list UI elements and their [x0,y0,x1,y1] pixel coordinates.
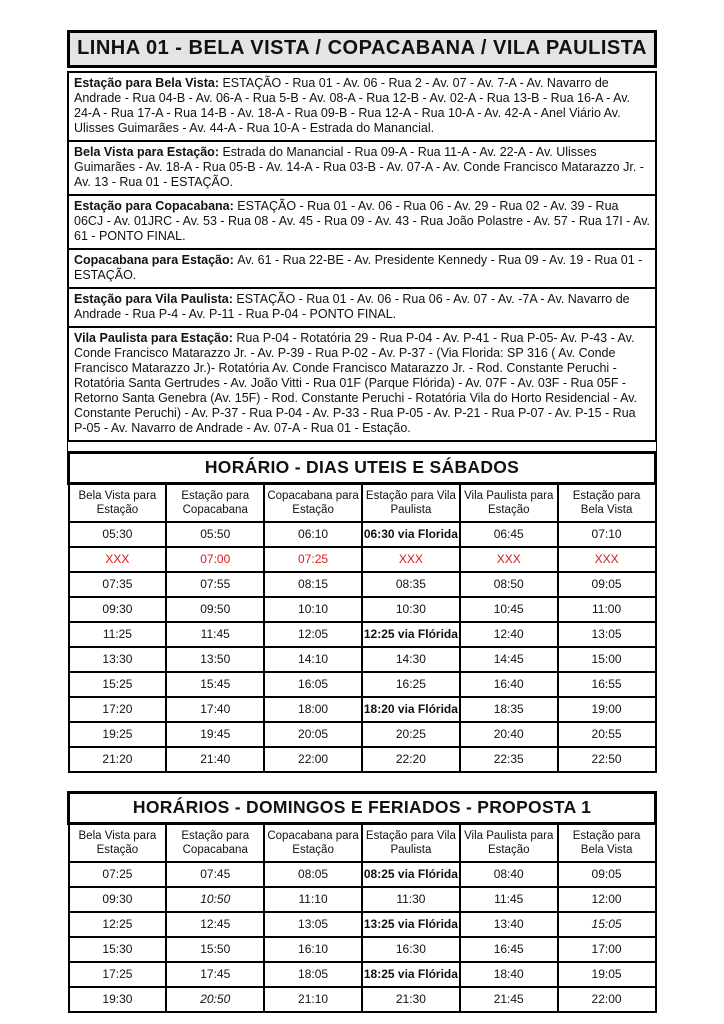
spacer-row [67,442,657,451]
timetable-row [69,572,656,597]
time-cell: 22:35 [460,747,558,772]
time-cell: 13:25 via Flórida [362,912,460,937]
timetable-weekdays-saturdays [67,451,657,773]
timetable-row [69,597,656,622]
time-cell: 07:25 [69,862,167,887]
time-cell: 11:00 [558,597,656,622]
time-cell: 17:25 [69,962,167,987]
time-cell: 08:25 via Flórida [362,862,460,887]
time-cell: 14:10 [264,647,362,672]
time-cell: 12:25 [69,912,167,937]
time-cell: 21:40 [166,747,264,772]
route-description-row [69,142,655,196]
time-cell: 13:05 [264,912,362,937]
time-cell: 13:05 [558,622,656,647]
column-header: Copacabana para Estação [264,824,362,863]
timetable-row [69,522,656,547]
timetable-row [69,697,656,722]
timetable-title: HORÁRIO - DIAS UTEIS E SÁBADOS [69,453,656,484]
time-cell: 20:50 [166,987,264,1012]
column-header: Bela Vista para Estação [69,484,167,523]
time-cell: 22:20 [362,747,460,772]
time-cell: 06:30 via Florida [362,522,460,547]
time-cell: 08:15 [264,572,362,597]
time-cell: 10:45 [460,597,558,622]
time-cell: 12:40 [460,622,558,647]
time-cell: 13:30 [69,647,167,672]
column-header: Bela Vista para Estação [69,824,167,863]
timetable-row [69,747,656,772]
time-cell: 15:45 [166,672,264,697]
time-cell: 15:00 [558,647,656,672]
time-cell: 19:30 [69,987,167,1012]
time-cell: 08:40 [460,862,558,887]
time-cell: 05:50 [166,522,264,547]
timetable-row [69,987,656,1012]
time-cell: 06:10 [264,522,362,547]
route-direction-label: Estação para Bela Vista: [74,76,223,90]
time-cell: 09:05 [558,572,656,597]
time-cell: 13:40 [460,912,558,937]
schedule-page [67,30,657,1013]
time-cell: 19:05 [558,962,656,987]
route-direction-label: Bela Vista para Estação: [74,145,223,159]
route-description-row [69,289,655,328]
time-cell: 18:20 via Flórida [362,697,460,722]
timetable-grid [67,451,657,773]
time-cell: 18:05 [264,962,362,987]
time-cell: XXX [69,547,167,572]
route-description-row [69,73,655,142]
time-cell: 09:30 [69,597,167,622]
time-cell: 09:50 [166,597,264,622]
route-description-row [69,328,655,440]
time-cell: 13:50 [166,647,264,672]
time-cell: 22:00 [264,747,362,772]
time-cell: 16:25 [362,672,460,697]
timetable-row [69,547,656,572]
route-stops-text: Rua P-04 - Rotatória 29 - Rua P-04 - Av. P-41 - Rua P-05- Av. P-43 - Av. Conde Francisco Matarazzo Jr. - Av. P-39 - Rua P-02 - Av. P-37 - (Via Florida: SP 316 ( Av. Conde Francisco Matarazzo Jr.)- Rotatória Av. Conde Francisco Matarazzo Jr. - Rod. Constante Peruchi - Rotatória Santa Gertrudes - Av. João Vitti - Rua 01F (Parque Flórida) - Av. 07F - Av. 03F - Rua 05F - Retorno Santa Genebra (Av. 15F) - Rod. Constante Peruchi - Rotatória Vila do Horto Residencial - Av. Constante Peruchi) - Av. P-37 - Rua P-04 - Av. P-33 - Rua P-05 - Av. P-21 - Rua P-07 - Av. P-15 - Rua P-05 - Av. Navarro de Andrade - Av. 07-A - Rua 01 - Estação. [74,331,638,435]
time-cell: 12:05 [264,622,362,647]
time-cell: 14:45 [460,647,558,672]
time-cell: 16:40 [460,672,558,697]
time-cell: 19:00 [558,697,656,722]
time-cell: 16:05 [264,672,362,697]
time-cell: 09:30 [69,887,167,912]
timetable-sundays-holidays [67,791,657,1013]
route-list [67,71,657,442]
time-cell: XXX [558,547,656,572]
route-direction-label: Copacabana para Estação: [74,253,238,267]
time-cell: 06:45 [460,522,558,547]
time-cell: 11:45 [166,622,264,647]
column-header: Estação para Copacabana [166,824,264,863]
time-cell: 20:05 [264,722,362,747]
time-cell: 17:00 [558,937,656,962]
column-header: Estação para Vila Paulista [362,824,460,863]
route-description-row [69,250,655,289]
time-cell: 17:45 [166,962,264,987]
time-cell: 21:30 [362,987,460,1012]
column-header: Copacabana para Estação [264,484,362,523]
time-cell: 09:05 [558,862,656,887]
time-cell: 16:45 [460,937,558,962]
timetable-grid [67,791,657,1013]
time-cell: 07:25 [264,547,362,572]
column-header: Estação para Copacabana [166,484,264,523]
timetable-row [69,722,656,747]
time-cell: 11:25 [69,622,167,647]
timetable-row [69,962,656,987]
route-stops-text: Estrada do Manancial - Rua 09-A - Rua 11-A - Av. 22-A - Av. Ulisses Guimarães - Av. 18-A - Rua 05-B - Av. 14-A - Rua 03-B - Av. 07-A - Av. Conde Francisco Matarazzo Jr. - Av. 13 - Rua 01 - ESTAÇÃO. [74,145,644,189]
time-cell: 22:50 [558,747,656,772]
time-cell: 15:30 [69,937,167,962]
time-cell: 08:50 [460,572,558,597]
time-cell: 07:55 [166,572,264,597]
time-cell: 18:00 [264,697,362,722]
time-cell: 20:55 [558,722,656,747]
timetable-title: HORÁRIOS - DOMINGOS E FERIADOS - PROPOSTA 1 [69,793,656,824]
timetable-row [69,887,656,912]
time-cell: 16:10 [264,937,362,962]
column-header: Vila Paulista para Estação [460,824,558,863]
time-cell: 18:35 [460,697,558,722]
time-cell: XXX [460,547,558,572]
time-cell: 12:25 via Flórida [362,622,460,647]
column-header: Vila Paulista para Estação [460,484,558,523]
time-cell: 08:35 [362,572,460,597]
timetable-row [69,622,656,647]
time-cell: 12:00 [558,887,656,912]
timetable-row [69,862,656,887]
route-direction-label: Estação para Copacabana: [74,199,238,213]
time-cell: 22:00 [558,987,656,1012]
time-cell: 07:10 [558,522,656,547]
route-stops-text: Av. 61 - Rua 22-BE - Av. Presidente Kennedy - Rua 09 - Av. 19 - Rua 01 - ESTAÇÃO. [74,253,643,282]
timetable-row [69,647,656,672]
time-cell: 17:40 [166,697,264,722]
time-cell: 18:40 [460,962,558,987]
time-cell: 20:40 [460,722,558,747]
time-cell: 11:45 [460,887,558,912]
column-header: Estação para Vila Paulista [362,484,460,523]
time-cell: 11:30 [362,887,460,912]
timetable-row [69,937,656,962]
time-cell: 07:35 [69,572,167,597]
time-cell: 21:10 [264,987,362,1012]
time-cell: 10:50 [166,887,264,912]
time-cell: 08:05 [264,862,362,887]
column-header: Estação para Bela Vista [558,824,656,863]
route-stops-text: ESTAÇÃO - Rua 01 - Av. 06 - Rua 2 - Av. 07 - Av. 7-A - Av. Navarro de Andrade - Rua 04-B - Av. 06-A - Rua 5-B - Av. 08-A - Rua 12-B - Av. 02-A - Rua 13-B - Rua 16-A - Av. 24-A - Rua 17-A - Rua 14-B - Av. 18-A - Rua 09-B - Rua 12-A - Rua 10-A - Av. 42-A - Anel Viário Av. Ulisses Guimarães - Av. 44-A - Rua 10-A - Estrada do Manancial. [74,76,631,135]
timetable-row [69,672,656,697]
time-cell: 14:30 [362,647,460,672]
time-cell: 19:45 [166,722,264,747]
time-cell: 21:45 [460,987,558,1012]
time-cell: 15:50 [166,937,264,962]
time-cell: 15:05 [558,912,656,937]
time-cell: 19:25 [69,722,167,747]
time-cell: 20:25 [362,722,460,747]
time-cell: 18:25 via Flórida [362,962,460,987]
time-cell: 10:10 [264,597,362,622]
route-direction-label: Vila Paulista para Estação: [74,331,237,345]
time-cell: 17:20 [69,697,167,722]
timetable-row [69,912,656,937]
time-cell: 07:45 [166,862,264,887]
time-cell: 21:20 [69,747,167,772]
page-title: LINHA 01 - BELA VISTA / COPACABANA / VILA PAULISTA [67,30,657,68]
time-cell: XXX [362,547,460,572]
route-description-row [69,196,655,250]
time-cell: 11:10 [264,887,362,912]
route-stops-text: ESTAÇÃO - Rua 01 - Av. 06 - Rua 06 - Av. 07 - Av. -7A - Av. Navarro de Andrade - Rua P-4 - Av. P-11 - Rua P-04 - PONTO FINAL. [74,292,630,321]
time-cell: 10:30 [362,597,460,622]
time-cell: 15:25 [69,672,167,697]
time-cell: 16:30 [362,937,460,962]
time-cell: 16:55 [558,672,656,697]
column-header: Estação para Bela Vista [558,484,656,523]
time-cell: 07:00 [166,547,264,572]
time-cell: 12:45 [166,912,264,937]
time-cell: 05:30 [69,522,167,547]
route-stops-text: ESTAÇÃO - Rua 01 - Av. 06 - Rua 06 - Av. 29 - Rua 02 - Av. 39 - Rua 06CJ - Av. 01JRC - Av. 53 - Rua 08 - Av. 45 - Rua 09 - Av. 43 - Rua João Polastre - Av. 57 - Rua 17I - Av. 61 - PONTO FINAL. [74,199,650,243]
route-direction-label: Estação para Vila Paulista: [74,292,237,306]
